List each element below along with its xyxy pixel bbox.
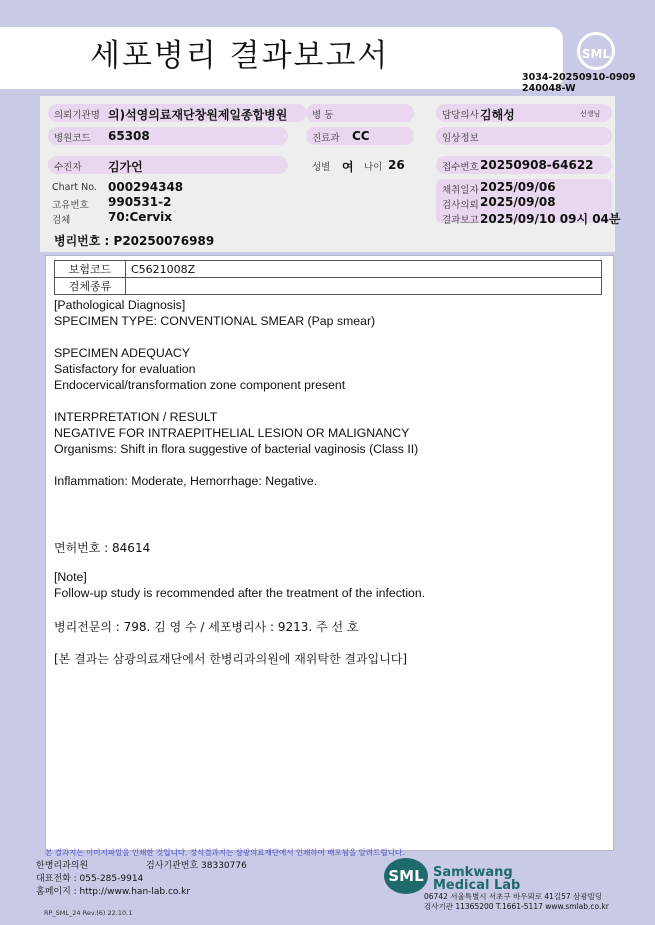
report-line: Inflammation: Moderate, Hemorrhage: Negative. xyxy=(54,474,318,488)
unique-value: 990531-2 xyxy=(108,195,172,209)
specimen-value: 70:Cervix xyxy=(108,210,173,224)
request-label: 검사의뢰 xyxy=(442,200,479,211)
table-row xyxy=(55,278,602,295)
report-line: Satisfactory for evaluation xyxy=(54,362,196,376)
sml-logo: SML xyxy=(577,32,615,70)
collect-value: 2025/09/06 xyxy=(480,180,556,194)
institution-label: 의뢰기관명 xyxy=(54,110,100,121)
ward-label: 병 동 xyxy=(312,110,334,121)
report-line: SPECIMEN TYPE: CONVENTIONAL SMEAR (Pap smear) xyxy=(54,314,376,328)
report-line: [Pathological Diagnosis] xyxy=(54,298,186,312)
phone-number: 대표전화 : 055-285-9914 xyxy=(36,874,144,884)
report-title: 세포병리 결과보고서 xyxy=(90,38,390,74)
pathologist-line: 병리전문의 : 798. 김 영 수 / 세포병리사 : 9213. 주 선 호 xyxy=(54,620,359,634)
doctor-label: 담당의사 xyxy=(442,110,479,121)
institution-value: 의)석영의료재단창원제일종합병원 xyxy=(108,108,288,122)
report-line: Organisms: Shift in flora suggestive of bacterial vaginosis (Class II) xyxy=(54,442,419,456)
hospital-code-value: 65308 xyxy=(108,129,150,143)
lab-address xyxy=(424,892,609,912)
table-row xyxy=(55,261,602,278)
lab-address-line2: 검사기관 11365200 T.1661-5117 www.smlab.co.kr xyxy=(424,902,609,911)
collect-label: 채취일자 xyxy=(442,185,479,196)
chart-value: 000294348 xyxy=(108,180,184,194)
chart-label: Chart No. xyxy=(52,182,97,193)
label-pill xyxy=(48,156,288,174)
pathology-number: 병리번호 : P20250076989 xyxy=(54,234,215,248)
report-body xyxy=(45,255,614,851)
doctor-suffix: 선생님 xyxy=(580,110,601,118)
report-line: Follow-up study is recommended after the treatment of the infection. xyxy=(54,586,426,600)
insurance-code-value: C5621008Z xyxy=(126,261,602,278)
lab-address-line1: 06742 서울특별시 서초구 바우뫼로 41길57 삼광빌딩 xyxy=(424,892,603,901)
request-id xyxy=(522,72,636,94)
patient-value: 김가언 xyxy=(108,160,143,174)
request-value: 2025/09/08 xyxy=(480,195,556,209)
insurance-code-label: 보험코드 xyxy=(55,261,126,278)
sml-footer-logo: SML xyxy=(384,858,428,894)
report-value: 2025/09/10 09시 04분 xyxy=(480,212,621,226)
receipt-label: 접수번호 xyxy=(442,162,479,173)
report-line: [Note] xyxy=(54,570,87,584)
lab-name-line1: Samkwang xyxy=(433,865,513,880)
age-value: 26 xyxy=(388,158,405,172)
doctor-value: 김해성 xyxy=(480,108,515,122)
patient-info-panel xyxy=(40,96,621,252)
specimen-label: 검체 xyxy=(52,215,71,226)
report-line: INTERPRETATION / RESULT xyxy=(54,410,218,424)
reconsignment-note: [본 결과는 삼광의료재단에서 한병리과의원에 재위탁한 결과입니다] xyxy=(54,652,408,666)
lab-name-line2: Medical Lab xyxy=(433,878,521,893)
clinical-info-label: 임상정보 xyxy=(442,133,479,144)
print-notice: 본 결과지는 이미지파일을 인쇄한 것입니다. 정식결과지는 삼광의료재단에서 인쇄하여 배포됨을 알려드립니다. xyxy=(45,848,405,857)
specimen-table xyxy=(54,260,602,295)
report-line: NEGATIVE FOR INTRAEPITHELIAL LESION OR MALIGNANCY xyxy=(54,426,410,440)
institution-number: 검사기관번호 38330776 xyxy=(146,861,247,871)
unique-label: 고유번호 xyxy=(52,200,89,211)
form-code: RP_SML_24 Rev.(6) 22.10.1 xyxy=(44,909,133,917)
patient-label: 수진자 xyxy=(54,162,82,173)
specimen-type-value xyxy=(126,278,602,295)
dept-value: CC xyxy=(352,129,370,143)
sex-label: 성별 xyxy=(312,162,331,173)
dept-label: 진료과 xyxy=(312,133,340,144)
sex-value: 여 xyxy=(342,160,354,174)
lab-name xyxy=(433,866,520,892)
request-id-line2: 240048-W xyxy=(522,83,576,94)
report-label: 결과보고 xyxy=(442,215,479,226)
report-line: Endocervical/transformation zone component present xyxy=(54,378,346,392)
clinic-name: 한병리과의원 xyxy=(36,861,89,871)
receipt-value: 20250908-64622 xyxy=(480,158,594,172)
age-label: 나이 xyxy=(364,162,383,173)
report-line: SPECIMEN ADEQUACY xyxy=(54,346,190,360)
hospital-code-label: 병원코드 xyxy=(54,133,91,144)
request-id-line1: 3034-20250910-0909 xyxy=(522,72,636,83)
specimen-type-label: 검체종류 xyxy=(55,278,126,295)
license-number: 면허번호 : 84614 xyxy=(54,541,151,555)
homepage-link[interactable]: 홈페이지 : http://www.han-lab.co.kr xyxy=(36,887,191,897)
